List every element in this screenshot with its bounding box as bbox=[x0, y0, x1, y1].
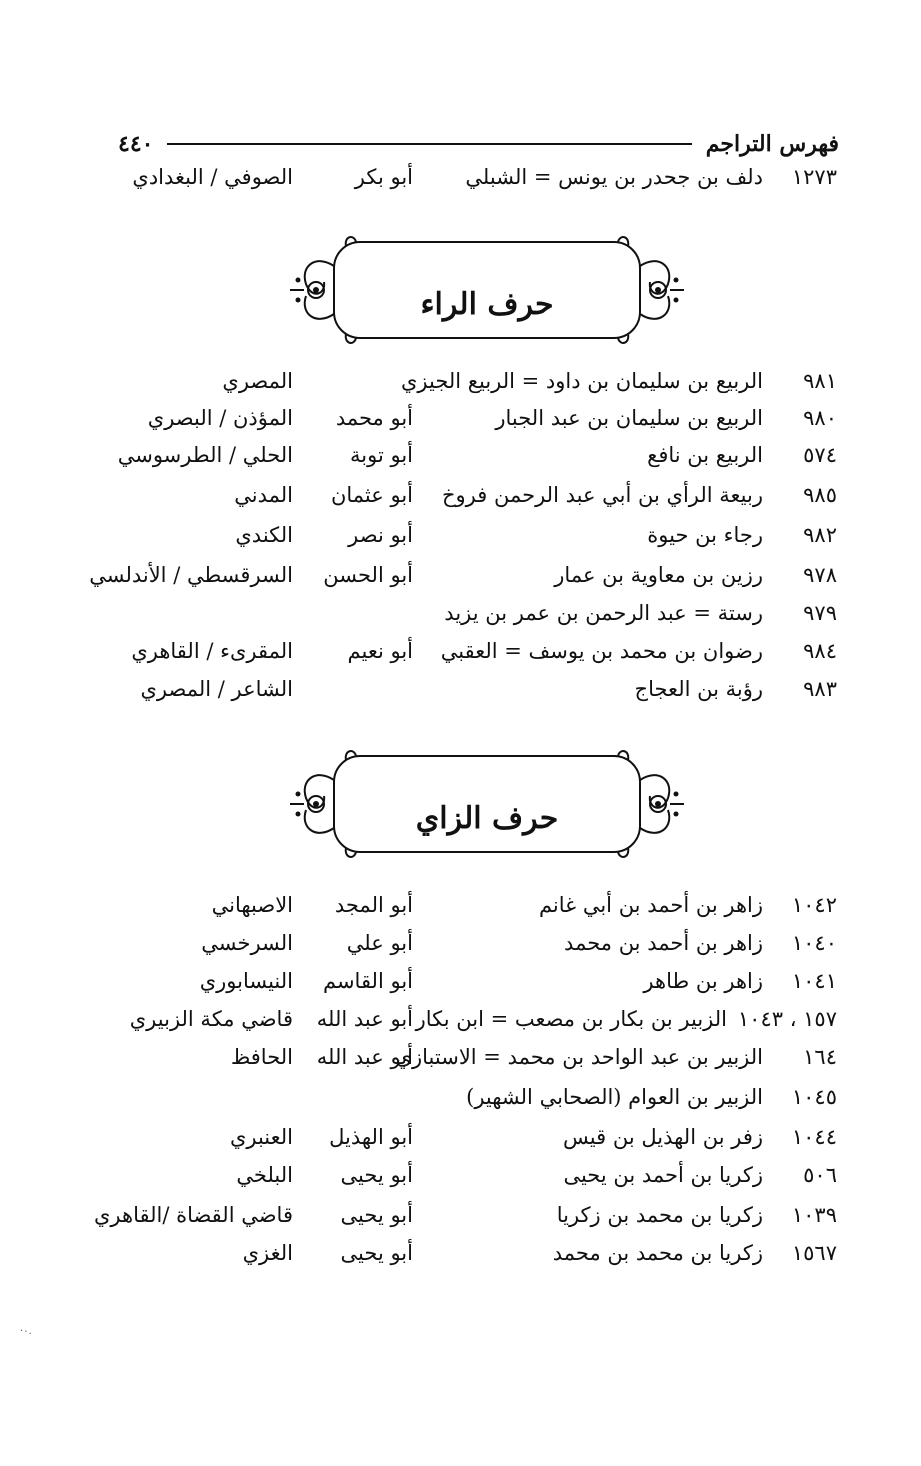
index-entry bbox=[0, 1156, 921, 1194]
entry-number: ١٠٤١ bbox=[791, 969, 837, 993]
entry-nisba: الحافظ bbox=[230, 1045, 293, 1069]
section-heading-zay bbox=[286, 750, 688, 858]
index-entry bbox=[0, 158, 921, 196]
entry-kunya: أبو المجد bbox=[334, 893, 413, 917]
entry-number: ٩٨١ bbox=[803, 369, 837, 393]
entry-number: ٥٠٦ bbox=[803, 1163, 837, 1187]
entry-nisba: الكندي bbox=[235, 523, 293, 547]
entry-name: زكريا بن أحمد بن يحيى bbox=[563, 1163, 763, 1187]
entry-kunya: أبو نصر bbox=[348, 523, 413, 547]
entry-number: ٩٧٩ bbox=[803, 601, 837, 625]
index-entry bbox=[0, 632, 921, 670]
entry-nisba: المصري bbox=[222, 369, 293, 393]
entry-number: ٩٧٨ bbox=[803, 563, 837, 587]
entry-name: زكريا بن محمد بن محمد bbox=[552, 1241, 763, 1265]
index-entry bbox=[0, 1118, 921, 1156]
entry-name: زكريا بن محمد بن زكريا bbox=[556, 1203, 763, 1227]
index-entry bbox=[0, 1234, 921, 1272]
section-title: فهرس التراجم bbox=[705, 131, 839, 157]
entry-number: ١٠٤٠ bbox=[791, 931, 837, 955]
entry-name: زاهر بن أحمد بن محمد bbox=[564, 931, 763, 955]
index-entry bbox=[0, 362, 921, 400]
entry-name: رجاء بن حيوة bbox=[647, 523, 763, 547]
entry-number: ٩٨٤ bbox=[803, 639, 837, 663]
entry-number: ٩٨٥ bbox=[803, 483, 837, 507]
entry-nisba: السرخسي bbox=[201, 931, 293, 955]
entry-nisba: قاضي القضاة /القاهري bbox=[93, 1203, 293, 1227]
entry-number: ١٠٣٩ bbox=[791, 1203, 837, 1227]
entry-number: ١٠٤٤ bbox=[791, 1125, 837, 1149]
entry-nisba: الحلي / الطرسوسي bbox=[117, 443, 293, 467]
entry-nisba: البلخي bbox=[236, 1163, 293, 1187]
section-heading-ra bbox=[286, 236, 688, 344]
entry-kunya: أبو محمد bbox=[335, 406, 413, 430]
index-entry bbox=[0, 962, 921, 1000]
entry-kunya: أبو عثمان bbox=[330, 483, 413, 507]
entry-name: زاهر بن طاهر bbox=[643, 969, 763, 993]
page-number: ٤٤٠ bbox=[118, 131, 154, 157]
entry-name: رستة = عبد الرحمن بن عمر بن يزيد bbox=[444, 601, 763, 625]
entry-nisba: قاضي مكة الزبيري bbox=[129, 1007, 293, 1031]
index-entry bbox=[0, 476, 921, 514]
index-entry bbox=[0, 924, 921, 962]
entry-kunya: أبو يحيى bbox=[340, 1203, 413, 1227]
entry-nisba: الشاعر / المصري bbox=[140, 677, 293, 701]
entry-nisba: المدني bbox=[234, 483, 293, 507]
scan-speck: ·٠. bbox=[20, 1326, 32, 1337]
entry-kunya: أبو بكر bbox=[354, 165, 413, 189]
entry-kunya: أبو عبد الله bbox=[316, 1007, 413, 1031]
entry-nisba: الاصبهاني bbox=[211, 893, 293, 917]
index-entry bbox=[0, 436, 921, 474]
entry-name: الربيع بن سليمان بن عبد الجبار bbox=[495, 406, 763, 430]
entry-kunya: أبو يحيى bbox=[340, 1163, 413, 1187]
index-entry bbox=[0, 594, 921, 632]
index-entry bbox=[0, 1038, 921, 1076]
index-entry bbox=[0, 556, 921, 594]
entry-kunya: أبو توبة bbox=[350, 443, 413, 467]
entry-number: ١٠٤٢ bbox=[791, 893, 837, 917]
entry-name: الزبير بن العوام (الصحابي الشهير) bbox=[466, 1085, 763, 1109]
index-entry bbox=[0, 516, 921, 554]
entry-number: ٩٨٣ bbox=[803, 677, 837, 701]
index-entry bbox=[0, 670, 921, 708]
entry-number: ١٢٧٣ bbox=[791, 165, 837, 189]
index-entry bbox=[0, 399, 921, 437]
entry-kunya: أبو نعيم bbox=[347, 639, 413, 663]
entry-name: الربيع بن نافع bbox=[647, 443, 763, 467]
entry-name: رؤبة بن العجاج bbox=[634, 677, 763, 701]
running-header bbox=[118, 126, 839, 162]
entry-name: ربيعة الرأي بن أبي عبد الرحمن فروخ bbox=[441, 483, 763, 507]
entry-name: الزبير بن بكار بن مصعب = ابن بكار bbox=[415, 1007, 727, 1031]
entry-number: ١٥٦٧ bbox=[791, 1241, 837, 1265]
entry-name: زاهر بن أحمد بن أبي غانم bbox=[538, 893, 763, 917]
entry-nisba: المقرىء / القاهري bbox=[131, 639, 293, 663]
entry-nisba: الغزي bbox=[242, 1241, 293, 1265]
entry-kunya: أبو الهذيل bbox=[329, 1125, 413, 1149]
index-entry bbox=[0, 886, 921, 924]
entry-kunya: أبو الحسن bbox=[323, 563, 413, 587]
entry-nisba: المؤذن / البصري bbox=[147, 406, 293, 430]
entry-nisba: النيسابوري bbox=[199, 969, 293, 993]
entry-number: ٩٨٢ bbox=[803, 523, 837, 547]
entry-nisba: السرقسطي / الأندلسي bbox=[89, 563, 293, 587]
index-entry bbox=[0, 1000, 921, 1038]
entry-name: الزبير بن عبد الواحد بن محمد = الاستبازي bbox=[395, 1045, 763, 1069]
entry-name: زفر بن الهذيل بن قيس bbox=[563, 1125, 763, 1149]
section-heading-title: حرف الزاي bbox=[415, 800, 559, 836]
entry-name: رضوان بن محمد بن يوسف = العقبي bbox=[440, 639, 763, 663]
header-rule bbox=[167, 143, 691, 145]
entry-nisba: الصوفي / البغدادي bbox=[132, 165, 293, 189]
index-entry bbox=[0, 1078, 921, 1116]
section-heading-title: حرف الراء bbox=[420, 286, 554, 322]
entry-kunya: أبو يحيى bbox=[340, 1241, 413, 1265]
entry-kunya: أبو علي bbox=[346, 931, 413, 955]
entry-kunya: أبو عبد الله bbox=[316, 1045, 413, 1069]
entry-kunya: أبو القاسم bbox=[322, 969, 413, 993]
entry-name: الربيع بن سليمان بن داود = الربيع الجيزي bbox=[400, 369, 763, 393]
index-entry bbox=[0, 1196, 921, 1234]
entry-nisba: العنبري bbox=[229, 1125, 293, 1149]
entry-number: ١٠٤٥ bbox=[791, 1085, 837, 1109]
entry-name: دلف بن جحدر بن يونس = الشبلي bbox=[465, 165, 763, 189]
entry-number: ١٦٤ bbox=[803, 1045, 837, 1069]
entry-number: ٥٧٤ bbox=[803, 443, 837, 467]
entry-number: ١٥٧ ، ١٠٤٣ bbox=[737, 1007, 837, 1031]
entry-number: ٩٨٠ bbox=[803, 406, 837, 430]
entry-name: رزين بن معاوية بن عمار bbox=[554, 563, 763, 587]
